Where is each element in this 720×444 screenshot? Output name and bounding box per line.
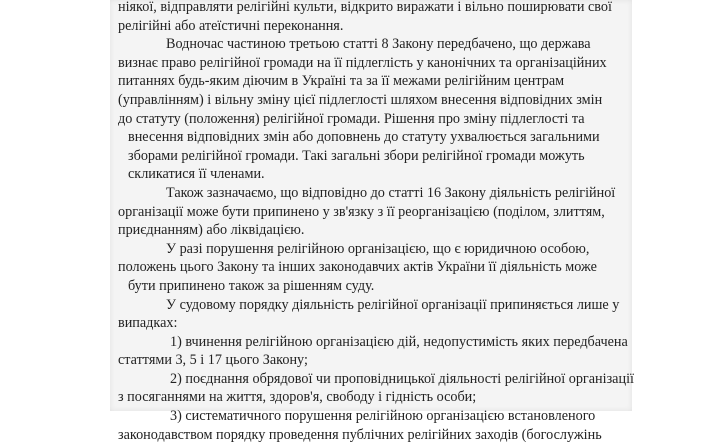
text-line-4: визнає право релігійної громади на її підлеглість у канонічних та організаційних <box>118 54 607 71</box>
text-line-13: приєднанням) або ліквідацією. <box>118 222 305 239</box>
text-line-22: з посяганнями на життя, здоров'я, свободу і гідність особи; <box>118 389 477 406</box>
text-line-11: Також зазначаємо, що відповідно до статті 16 Закону діяльність релігійної <box>166 184 616 201</box>
text-line-16: бути припинено також за рішенням суду. <box>128 277 375 294</box>
text-line-18: випадках: <box>118 315 178 332</box>
document-body <box>118 0 638 443</box>
text-line-23: 3) систематичного порушення релігійною організацією встановленого <box>170 408 596 425</box>
text-line-8: внесення відповідних змін або доповнень до статуту ухвалюється загальними <box>128 129 600 146</box>
text-line-15: положень цього Закону та інших законодавчих актів України її діяльність може <box>118 259 597 276</box>
text-line-6: (управлінням) і вільну зміну цієї підлеглості шляхом внесення відповідних змін <box>118 91 603 108</box>
text-line-10: скликатися її членами. <box>128 166 265 183</box>
text-line-21: 2) поєднання обрядової чи проповідницької діяльності релігійної організації <box>170 370 634 387</box>
text-line-19: 1) вчинення релігійною організацією дій, недопустимість яких передбачена <box>170 333 628 350</box>
text-line-2: релігійні або атеїстичні переконання. <box>118 17 344 34</box>
text-line-24: законодавством порядку проведення публічних релігійних заходів (богослужінь <box>118 426 602 443</box>
text-line-17: У судовому порядку діяльність релігійної організації припиняється лише у <box>166 296 620 313</box>
text-line-9: зборами релігійної громади. Такі загальні збори релігійної громади можуть <box>128 147 585 164</box>
text-line-20: статтями 3, 5 і 17 цього Закону; <box>118 352 308 369</box>
text-line-5: питаннях будь-яким діючим в Україні та за її межами релігійним центрам <box>118 73 565 90</box>
text-line-3: Водночас частиною третьою статті 8 Закону передбачено, що держава <box>166 36 591 53</box>
text-line-7: до статуту (положення) релігійної громади. Рішення про зміну підлеглості та <box>118 110 585 127</box>
text-line-12: організації може бути припинено у зв'язку з її реорганізацією (поділом, злиттям, <box>118 203 605 220</box>
document-page <box>110 0 634 443</box>
text-line-14: У разі порушення релігійною організацією, що є юридичною особою, <box>166 240 590 257</box>
text-line-1: ніякої, відправляти релігійні культи, відкрито виражати і вільно поширювати свої <box>118 0 612 15</box>
